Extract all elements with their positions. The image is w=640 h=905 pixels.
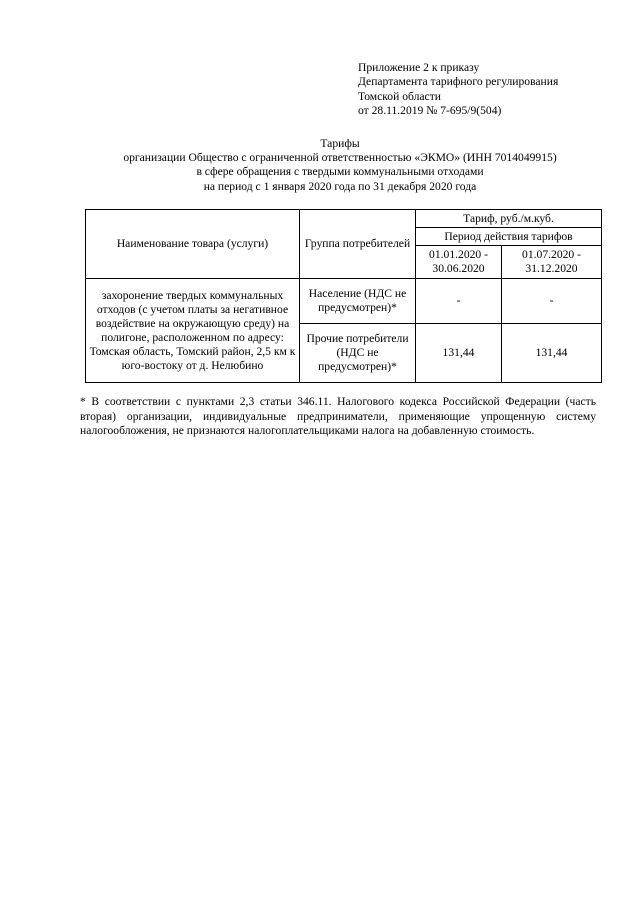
header-period-2: 01.07.2020 - 31.12.2020 bbox=[502, 246, 602, 279]
header-service: Наименование товара (услуги) bbox=[86, 210, 300, 279]
header-group: Группа потребителей bbox=[300, 210, 416, 279]
annex-line-2: Департамента тарифного регулирования bbox=[358, 75, 559, 89]
annex-header bbox=[358, 61, 558, 119]
table-row bbox=[86, 279, 602, 324]
document-title bbox=[60, 137, 620, 194]
title-line-2: организации Общество с ограниченной ответственностью «ЭКМО» (ИНН 7014049915) bbox=[123, 151, 557, 165]
header-tariff: Тариф, руб./м.куб. bbox=[416, 210, 602, 228]
footnote: * В соответствии с пунктами 2,3 статьи 346.11. Налогового кодекса Российской Федерации (часть вторая) организации, индивидуальные предприниматели, применяющие упрощенную систему налогообложения, не признаются налогоплательщиками налога на добавленную стоимость. bbox=[80, 395, 596, 437]
service-description: захоронение твердых коммунальных отходов (с учетом платы за негативное воздействие на окружающую среду) на полигоне, расположенном по адресу: Томская область, Томский район, 2,5 км к юго-востоку от д. Нелюбино bbox=[86, 279, 300, 383]
tariff-value-1: - bbox=[416, 279, 502, 324]
header-period: Период действия тарифов bbox=[416, 228, 602, 246]
annex-line-3: Томской области bbox=[358, 89, 441, 103]
header-period-1: 01.01.2020 - 30.06.2020 bbox=[416, 246, 502, 279]
title-line-1: Тарифы bbox=[320, 137, 360, 150]
title-line-4: на период с 1 января 2020 года по 31 декабря 2020 года bbox=[203, 179, 477, 193]
tariff-table bbox=[85, 209, 602, 383]
consumer-group: Прочие потребители (НДС не предусмотрен)* bbox=[300, 324, 416, 383]
tariff-value-2: - bbox=[502, 279, 602, 324]
title-line-3: в сфере обращения с твердыми коммунальными отходами bbox=[196, 165, 484, 179]
consumer-group: Население (НДС не предусмотрен)* bbox=[300, 279, 416, 324]
annex-line-1: Приложение 2 к приказу bbox=[358, 61, 480, 74]
tariff-value-2: 131,44 bbox=[502, 324, 602, 383]
tariff-value-1: 131,44 bbox=[416, 324, 502, 383]
annex-line-4: от 28.11.2019 № 7-695/9(504) bbox=[358, 104, 502, 118]
